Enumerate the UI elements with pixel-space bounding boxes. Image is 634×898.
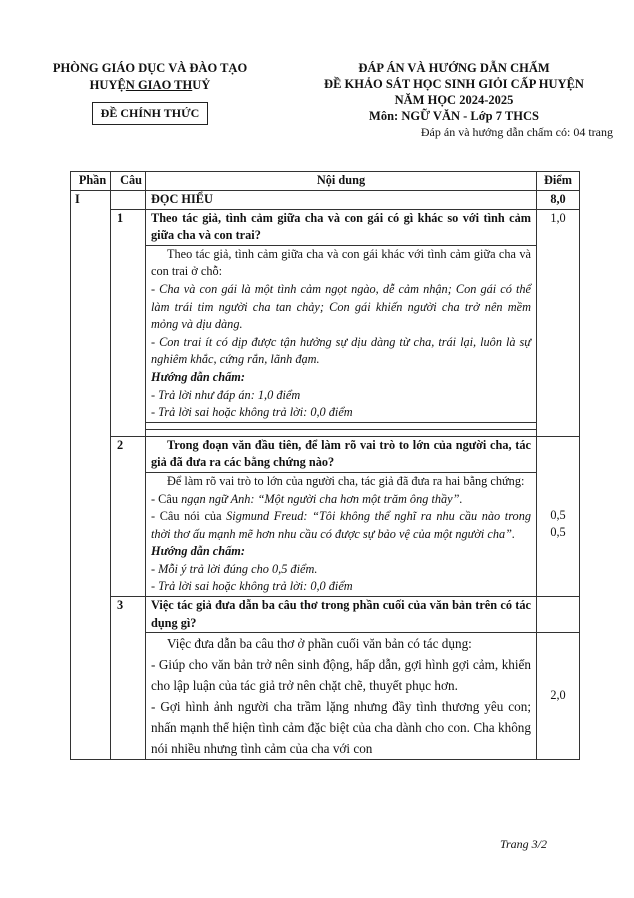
q3-number: 3 [111, 597, 146, 760]
section-title: ĐỌC HIỂU [146, 191, 537, 210]
page-footer: Trang 3/2 [500, 837, 548, 851]
official-stamp: ĐỀ CHÍNH THỨC [92, 102, 209, 125]
q2-answer [146, 472, 537, 596]
q1-intro: Theo tác giả, tình cảm giữa cha và con gái khác với tình cảm giữa cha và con trai ở chỗ: [151, 246, 531, 279]
q1-question-row [71, 209, 580, 245]
q2-question-row [71, 436, 580, 472]
q1-guide-1: - Trả lời như đáp án: 1,0 điểm [151, 387, 301, 402]
table-header-row [71, 172, 580, 191]
department-name: PHÒNG GIÁO DỤC VÀ ĐÀO TẠO [52, 61, 248, 75]
section-part: I [71, 191, 111, 760]
header-part: Phần [71, 172, 111, 191]
q3-point-1: - Giúp cho văn bản trở nên sinh động, hấp dẫn, gợi hình gợi cảm, khiến cho lập luận của tác giả trở nên chặt chẽ, thuyết phục hơn. [151, 657, 531, 694]
q2-guide-2: - Trả lời sai hoặc không trả lời: 0,0 điểm [151, 579, 353, 594]
q1-guide-2: - Trả lời sai hoặc không trả lời: 0,0 điểm [151, 405, 353, 420]
q2-question: Trong đoạn văn đầu tiên, để làm rõ vai trò to lớn của người cha, tác giả đã đưa ra các bằng chứng nào? [146, 436, 537, 472]
header-question: Câu [111, 172, 146, 191]
q1-guide-title: Hướng dẫn chấm: [151, 369, 245, 384]
doc-title: ĐÁP ÁN VÀ HƯỚNG DẪN CHẤM [358, 61, 550, 75]
section-score: 8,0 [537, 191, 580, 210]
exam-title: ĐỀ KHẢO SÁT HỌC SINH GIỎI CẤP HUYỆN [324, 77, 584, 91]
q2-guide-title: Hướng dẫn chấm: [151, 544, 245, 559]
q3-question-row [71, 597, 580, 633]
header-score: Điểm [537, 172, 580, 191]
answer-table [70, 171, 580, 760]
q1-point-2: - Con trai ít có dịp được tận hưởng sự dịu dàng từ cha, trái lại, luôn là sự nghiêm khắc, cứng rắn, lãnh đạm. [151, 334, 531, 367]
subject: Môn: NGỮ VĂN - Lớp 7 THCS [369, 109, 539, 123]
q1-score: 1,0 [537, 209, 580, 436]
q3-intro: Việc đưa dẫn ba câu thơ ở phần cuối văn bản có tác dụng: [167, 636, 472, 652]
q1-point-1: - Cha và con gái là một tình cảm ngọt ngào, dễ cảm nhận; Con gái có thể làm trái tim người cha tan chảy; Con gái khiến người cha trở nên mềm mỏng và dịu dàng. [151, 281, 531, 332]
section-row [71, 191, 580, 210]
header-content: Nội dung [146, 172, 537, 191]
q3-point-2: - Gợi hình ảnh người cha trầm lặng nhưng đầy tình thương yêu con; nhấn mạnh thể hiện tình cảm đặc biệt của cha dành cho con. Cha không nói nhiều nhưng tình cảm của cha với con [151, 699, 531, 757]
q3-answer [146, 633, 537, 760]
q1-question: Theo tác giả, tình cảm giữa cha và con gái có gì khác so với tình cảm giữa cha và con trai? [146, 209, 537, 245]
q2-intro: Để làm rõ vai trò to lớn của người cha, tác giả đã đưa ra hai bằng chứng: [167, 473, 525, 488]
q1-number: 1 [111, 209, 146, 436]
q2-guide-1: - Mỗi ý trả lời đúng cho 0,5 điểm. [151, 561, 318, 576]
q2-score-2: 0,5 [550, 525, 566, 540]
q1-answer [146, 245, 537, 422]
q2-answer-row [71, 472, 580, 596]
district-name: HUYỆN GIAO THUỶ [89, 78, 211, 92]
page-count-note: Đáp án và hướng dẫn chấm có: 04 trang [420, 125, 613, 139]
q3-score: 2,0 [537, 633, 580, 760]
q2-evidence-1: - Câu ngạn ngữ Anh: “Một người cha hơn một trăm ông thầy”. [151, 491, 463, 506]
q3-question: Việc tác giả đưa dẫn ba câu thơ trong phần cuối của văn bản trên có tác dụng gì? [146, 597, 537, 633]
q3-answer-row [71, 633, 580, 760]
q1-answer-row [71, 245, 580, 422]
q2-number: 2 [111, 436, 146, 596]
school-year: NĂM HỌC 2024-2025 [394, 93, 514, 107]
q2-scores [537, 436, 580, 596]
q2-score-1: 0,5 [550, 507, 566, 522]
header-right [295, 60, 613, 140]
header-left [40, 60, 260, 125]
q2-evidence-2: - Câu nói của Sigmund Freud: “Tôi không thể nghĩ ra nhu cầu nào trong thời thơ ấu mạnh mẽ hơn nhu cầu có được sự bảo vệ của một người cha”. [151, 509, 532, 541]
